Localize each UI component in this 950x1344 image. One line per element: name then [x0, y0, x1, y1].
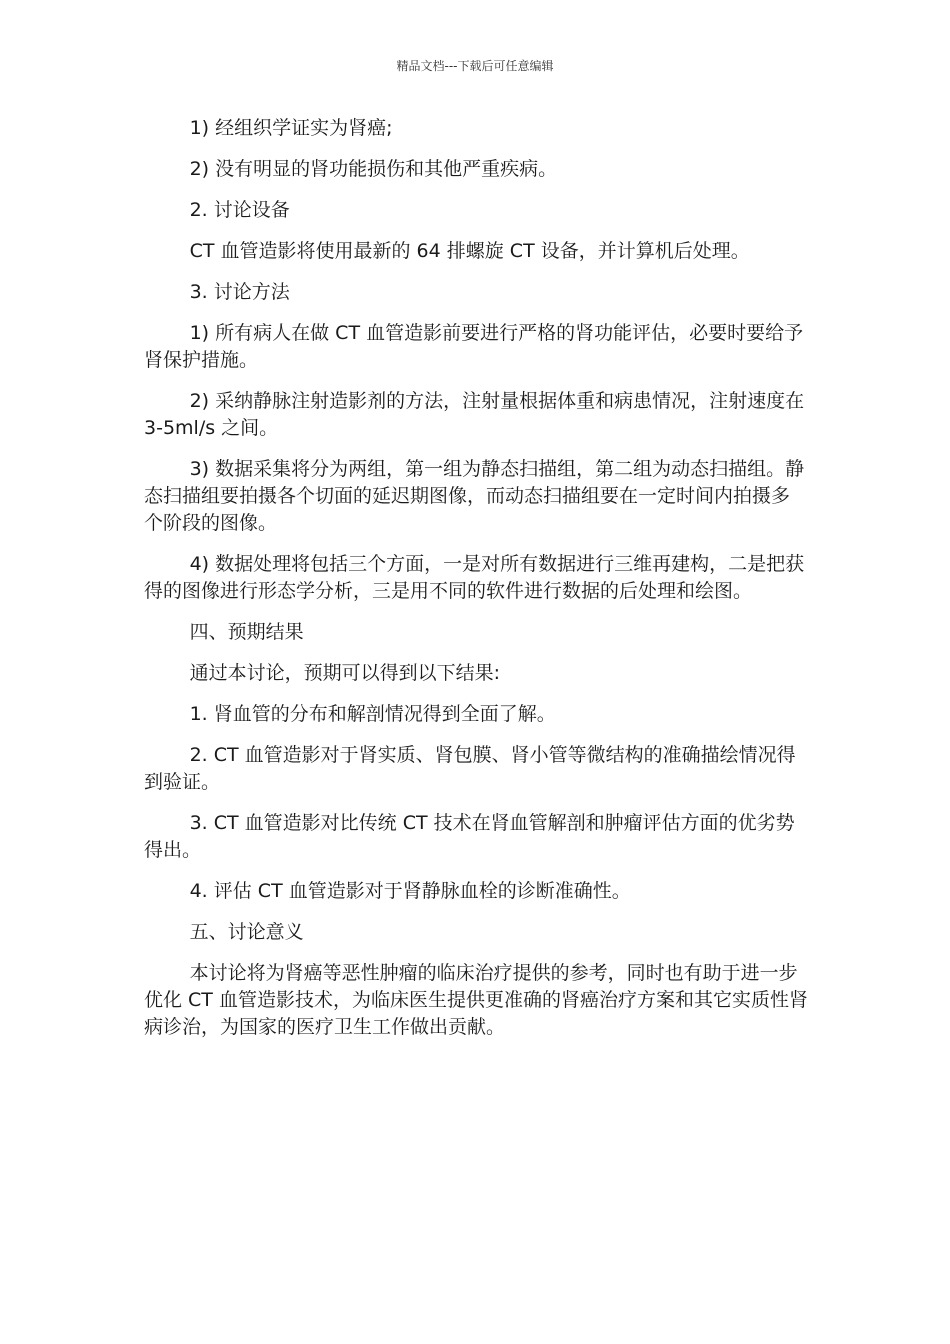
- document-body: [144, 115, 808, 1055]
- significance-paragraph: 本讨论将为肾癌等恶性肿瘤的临床治疗提供的参考，同时也有助于进一步优化 CT 血管造影技术，为临床医生提供更准确的肾癌治疗方案和其它实质性肾病诊治，为国家的医疗卫生工作做出贡献。: [144, 962, 808, 1038]
- criteria-item-2: 2) 没有明显的肾功能损伤和其他严重疾病。: [189, 158, 558, 180]
- results-intro: 通过本讨论，预期可以得到以下结果:: [189, 662, 500, 684]
- result-item-3: 3. CT 血管造影对比传统 CT 技术在肾血管解剖和肿瘤评估方面的优劣势得出。: [144, 812, 795, 861]
- method-item-4: 4) 数据处理将包括三个方面，一是对所有数据进行三维再建构，二是把获得的图像进行形态学分析，三是用不同的软件进行数据的后处理和绘图。: [144, 553, 805, 602]
- section-heading-significance: 五、讨论意义: [189, 921, 304, 943]
- result-item-2: 2. CT 血管造影对于肾实质、肾包膜、肾小管等微结构的准确描绘情况得到验证。: [144, 744, 796, 793]
- method-item-3: 3) 数据采集将分为两组，第一组为静态扫描组，第二组为动态扫描组。静态扫描组要拍摄各个切面的延迟期图像，而动态扫描组要在一定时间内拍摄多个阶段的图像。: [144, 458, 805, 534]
- result-item-4: 4. 评估 CT 血管造影对于肾静脉血栓的诊断准确性。: [189, 880, 631, 902]
- equipment-paragraph: CT 血管造影将使用最新的 64 排螺旋 CT 设备，并计算机后处理。: [189, 240, 750, 262]
- method-item-1: 1) 所有病人在做 CT 血管造影前要进行严格的肾功能评估，必要时要给予肾保护措施。: [144, 322, 804, 371]
- page-header: 精品文档---下载后可任意编辑: [396, 59, 554, 73]
- section-heading-methods: 3. 讨论方法: [189, 281, 290, 303]
- result-item-1: 1. 肾血管的分布和解剖情况得到全面了解。: [189, 703, 556, 725]
- criteria-item-1: 1) 经组织学证实为肾癌;: [189, 117, 393, 139]
- section-heading-equipment: 2. 讨论设备: [189, 199, 290, 221]
- method-item-2: 2) 采纳静脉注射造影剂的方法，注射量根据体重和病患情况，注射速度在 3-5ml/s 之间。: [144, 390, 805, 439]
- section-heading-expected-results: 四、预期结果: [189, 621, 304, 643]
